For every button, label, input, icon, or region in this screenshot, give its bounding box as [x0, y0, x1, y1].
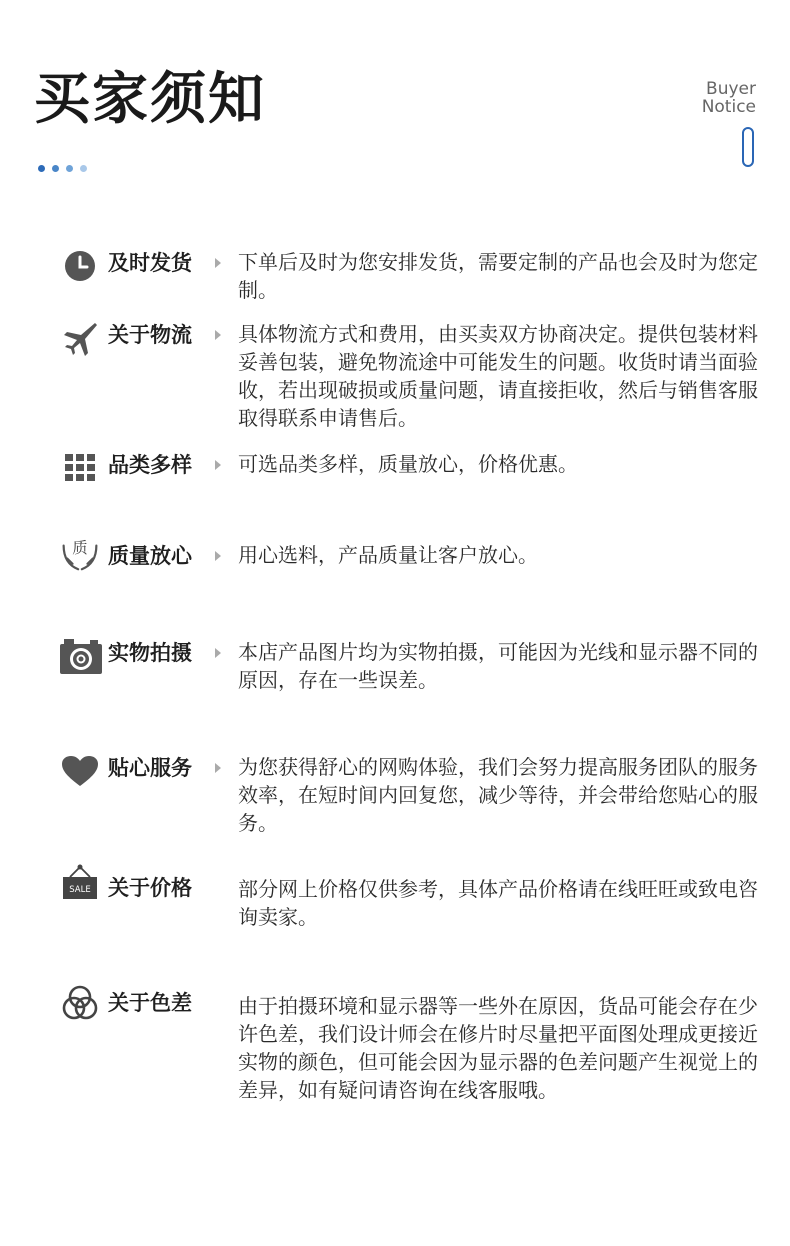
item-description: 用心选料，产品质量让客户放心。: [238, 543, 538, 567]
tag-line-2: Notice: [701, 97, 756, 117]
airplane-icon: [60, 318, 100, 358]
item-description: 本店产品图片均为实物拍摄，可能因为光线和显示器不同的原因，存在一些误差。: [238, 640, 758, 692]
arrow-icon: [215, 258, 221, 268]
arrow-icon: [215, 763, 221, 773]
arrow-icon: [215, 460, 221, 470]
tag-accent-bar: [742, 127, 754, 167]
tag-line-1: Buyer: [706, 79, 756, 99]
dot: [66, 165, 73, 172]
item-description: 下单后及时为您安排发货，需要定制的产品也会及时为您定制。: [238, 250, 758, 302]
quality-hands-icon: [60, 529, 100, 575]
clock-icon: [60, 246, 100, 286]
item-description: 具体物流方式和费用，由买卖双方协商决定。提供包装材料妥善包装，避免物流途中可能发生的问题。收货时请当面验收，若出现破损或质量问题，请直接拒收，然后与销售客服取得联系申请售后。: [238, 322, 758, 430]
color-circles-icon: [60, 982, 100, 1024]
item-description: 部分网上价格仅供参考，具体产品价格请在线旺旺或致电咨询卖家。: [238, 877, 758, 929]
arrow-icon: [215, 648, 221, 658]
title-dots: [38, 165, 87, 172]
item-description: 为您获得舒心的网购体验，我们会努力提高服务团队的服务效率，在短时间内回复您，减少等待，并会带给您贴心的服务。: [238, 755, 758, 835]
item-label: 关于物流: [108, 323, 192, 347]
sale-sign-icon-text: SALE: [69, 885, 91, 895]
item-label: 实物拍摄: [108, 641, 192, 665]
arrow-icon: [215, 330, 221, 340]
item-description: 由于拍摄环境和显示器等一些外在原因，货品可能会存在少许色差，我们设计师会在修片时尽量把平面图处理成更接近实物的颜色，但可能会因为显示器的色差问题产生视觉上的差异，如有疑问请咨询在线客服哦。: [238, 994, 758, 1102]
item-label: 质量放心: [108, 544, 192, 568]
dot: [80, 165, 87, 172]
dot: [38, 165, 45, 172]
item-label: 关于色差: [108, 991, 192, 1015]
dot: [52, 165, 59, 172]
quality-hands-icon-text: 质: [72, 538, 88, 557]
item-label: 关于价格: [108, 876, 192, 900]
heart-icon: [58, 751, 102, 791]
sale-sign-icon: [60, 861, 100, 907]
item-label: 及时发货: [108, 251, 192, 275]
item-label: 贴心服务: [108, 756, 192, 780]
grid-icon: [60, 448, 100, 488]
camera-icon: [58, 634, 104, 678]
page-title: 买家须知: [34, 67, 266, 132]
item-label: 品类多样: [108, 453, 192, 477]
buyer-notice-tag: [702, 80, 756, 116]
arrow-icon: [215, 551, 221, 561]
item-description: 可选品类多样，质量放心，价格优惠。: [238, 452, 578, 476]
